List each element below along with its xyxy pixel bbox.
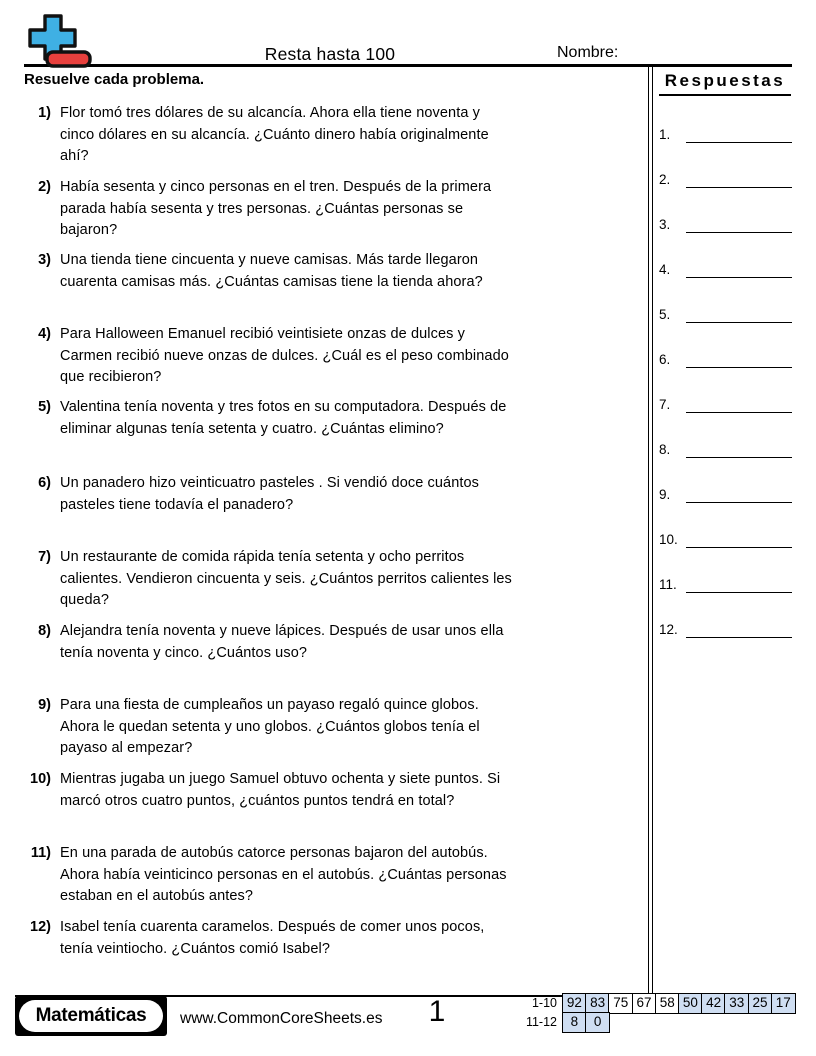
problem-number: 12) [30, 919, 51, 935]
minus-icon [47, 52, 90, 66]
answer-item-11 [659, 575, 792, 593]
name-label: Nombre: [557, 44, 619, 61]
answer-item-12 [659, 620, 792, 638]
score-cell: 25 [748, 993, 773, 1014]
instruction-text: Resuelve cada problema. [24, 71, 205, 88]
answer-item-9 [659, 485, 792, 503]
answer-number: 4. [659, 262, 671, 277]
problem-number: 1) [38, 105, 51, 121]
problem-item-11 [24, 843, 548, 908]
answer-blank-line[interactable] [686, 532, 792, 548]
answer-blank-line[interactable] [686, 307, 792, 323]
problem-text: Un restaurante de comida rápida tenía setenta y ocho perritos calientes. Vendieron cincuenta y seis. ¿Cuántos perritos calientes les queda? [60, 549, 512, 608]
problem-text: Un panadero hizo veinticuatro pasteles . Si vendió doce cuántos pasteles tiene todavía el panadero? [60, 475, 480, 513]
score-cell: 67 [632, 993, 657, 1014]
answer-blank-line[interactable] [686, 352, 792, 368]
page-number: 1 [428, 995, 446, 1028]
problem-item-6 [24, 473, 548, 516]
answer-item-3 [659, 215, 792, 233]
answer-blank-line[interactable] [686, 622, 792, 638]
brand-badge [15, 996, 167, 1036]
answer-number: 2. [659, 172, 671, 187]
answer-item-2 [659, 170, 792, 188]
answer-item-7 [659, 395, 792, 413]
answer-blank-line[interactable] [686, 217, 792, 233]
problem-item-1 [24, 103, 548, 168]
problem-number: 2) [38, 179, 51, 195]
problem-text: Para Halloween Emanuel recibió veintisiete onzas de dulces y Carmen recibió nueve onzas de dulces. ¿Cuál es el peso combinado que recibieron? [60, 326, 509, 385]
score-row-label: 11-12 [525, 1015, 557, 1029]
answer-blank-line[interactable] [686, 127, 792, 143]
answer-number: 10. [659, 532, 678, 547]
score-cell: 50 [678, 993, 703, 1014]
answer-number: 6. [659, 352, 671, 367]
score-cell: 8 [562, 1012, 587, 1033]
score-cell: 75 [608, 993, 633, 1014]
answer-number: 12. [659, 622, 678, 637]
problem-number: 10) [30, 771, 51, 787]
score-cell: 17 [771, 993, 796, 1014]
answer-number: 8. [659, 442, 671, 457]
problem-text: Había sesenta y cinco personas en el tren. Después de la primera parada había sesenta y tres personas. ¿Cuántas personas se bajaron? [60, 179, 492, 238]
problem-item-2 [24, 177, 548, 242]
problem-text: Valentina tenía noventa y tres fotos en su computadora. Después de eliminar algunas tenía setenta y cuatro. ¿Cuántas elimino? [60, 399, 507, 437]
answer-number: 1. [659, 127, 671, 142]
score-cell: 58 [655, 993, 680, 1014]
problem-text: Para una fiesta de cumpleaños un payaso regaló quince globos. Ahora le quedan setenta y uno globos. ¿Cuántos globos tenía el payaso al empezar? [60, 697, 480, 756]
problem-number: 4) [38, 326, 51, 342]
score-row-2 [524, 1012, 796, 1033]
brand-badge-text: Matemáticas [35, 1005, 147, 1026]
plus-minus-logo-icon [27, 14, 93, 75]
answer-blank-line[interactable] [686, 487, 792, 503]
problem-item-3 [24, 250, 548, 293]
answer-blank-line[interactable] [686, 397, 792, 413]
column-divider [648, 64, 653, 995]
header-rule [24, 64, 792, 67]
score-row-label: 1-10 [531, 996, 557, 1010]
problem-text: Isabel tenía cuarenta caramelos. Después de comer unos pocos, tenía veintiocho. ¿Cuántos comió Isabel? [60, 919, 485, 957]
problem-text: Flor tomó tres dólares de su alcancía. Ahora ella tiene noventa y cinco dólares en su alcancía. ¿Cuánto dinero había originalmente ahí? [60, 105, 489, 164]
score-cell: 33 [724, 993, 749, 1014]
problem-number: 7) [38, 549, 51, 565]
answer-number: 3. [659, 217, 671, 232]
answer-blank-line[interactable] [686, 172, 792, 188]
problem-number: 11) [30, 845, 51, 861]
score-cell: 0 [585, 1012, 610, 1033]
answer-number: 11. [659, 577, 677, 592]
problem-text: Una tienda tiene cincuenta y nueve camisas. Más tarde llegaron cuarenta camisas más. ¿Cuántas camisas tiene la tienda ahora? [60, 252, 483, 290]
answer-item-10 [659, 530, 792, 548]
answers-title: Respuestas [659, 71, 791, 96]
brand-badge-pill [19, 1000, 163, 1032]
problem-number: 9) [38, 697, 51, 713]
problem-item-10 [24, 769, 548, 812]
problem-number: 8) [38, 623, 51, 639]
problem-text: En una parada de autobús catorce personas bajaron del autobús. Ahora había veinticinco personas en el autobús. ¿Cuántas personas estaban en el autobús antes? [60, 845, 507, 904]
answer-number: 7. [659, 397, 671, 412]
score-row-1 [524, 993, 796, 1014]
answer-item-1 [659, 125, 792, 143]
score-table [524, 993, 796, 1033]
answer-item-6 [659, 350, 792, 368]
answer-blank-line[interactable] [686, 442, 792, 458]
problem-item-5 [24, 397, 548, 440]
answer-item-8 [659, 440, 792, 458]
score-cell: 42 [701, 993, 726, 1014]
problem-item-12 [24, 917, 548, 960]
problem-number: 6) [38, 475, 51, 491]
problem-number: 5) [38, 399, 51, 415]
answer-item-4 [659, 260, 792, 278]
problem-item-4 [24, 324, 548, 389]
problem-item-9 [24, 695, 548, 760]
score-cell: 92 [562, 993, 587, 1014]
answer-number: 9. [659, 487, 671, 502]
problem-number: 3) [38, 252, 51, 268]
problem-text: Mientras jugaba un juego Samuel obtuvo ochenta y siete puntos. Si marcó otros cuatro puntos, ¿cuántos puntos tendrá en total? [60, 771, 501, 809]
answer-number: 5. [659, 307, 671, 322]
answer-item-5 [659, 305, 792, 323]
page-title: Resta hasta 100 [264, 44, 396, 64]
website-url: www.CommonCoreSheets.es [180, 1010, 383, 1027]
problem-item-8 [24, 621, 548, 664]
score-cell: 83 [585, 993, 610, 1014]
answer-blank-line[interactable] [686, 262, 792, 278]
problem-item-7 [24, 547, 548, 612]
problem-text: Alejandra tenía noventa y nueve lápices. Después de usar unos ella tenía noventa y cinco. ¿Cuántos uso? [60, 623, 504, 661]
answer-blank-line[interactable] [686, 577, 792, 593]
